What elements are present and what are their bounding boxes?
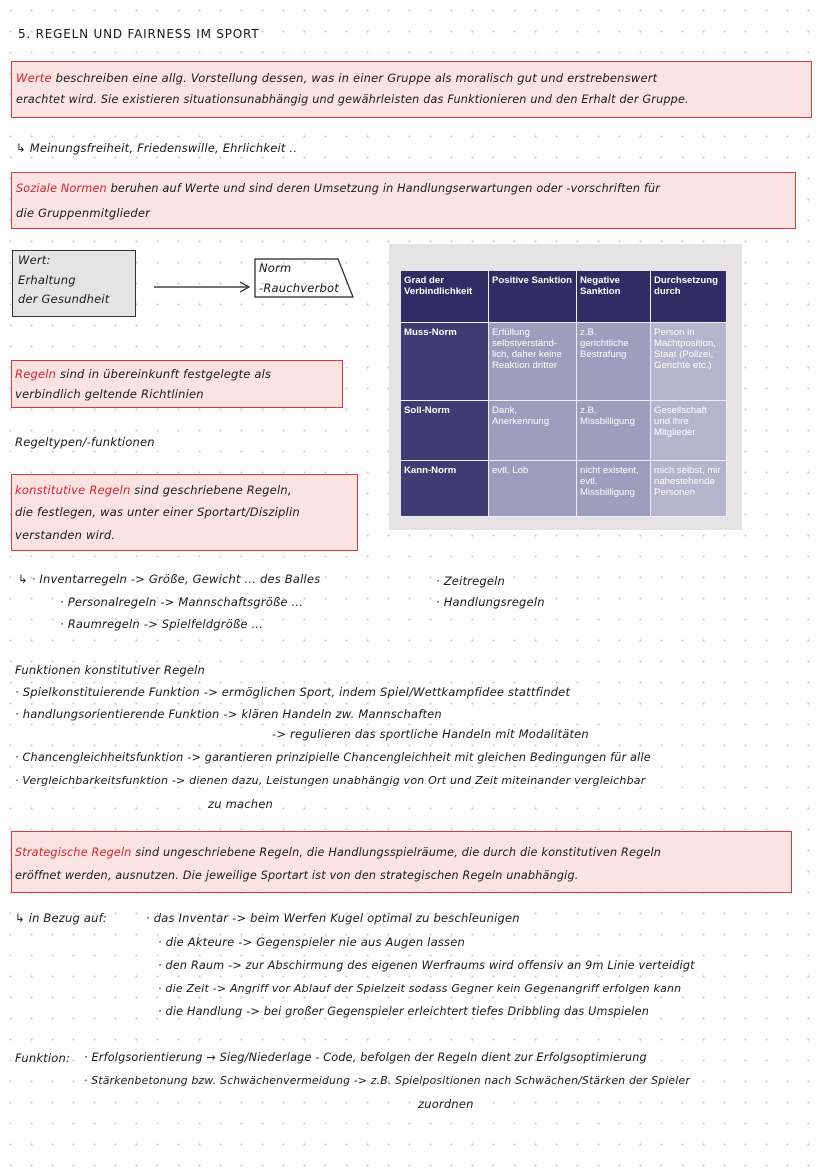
table-row-kann: Kann-Norm bbox=[401, 461, 489, 517]
funktionen-heading: Funktionen konstitutiver Regeln bbox=[15, 663, 206, 677]
norm-example: -Rauchverbot bbox=[259, 281, 339, 295]
konstitutive-term: konstitutive Regeln bbox=[15, 483, 131, 497]
table-cell: Erfüllung selbstverständ-lich, daher keine Reaktion dritter bbox=[489, 323, 577, 401]
page-title: 5. REGELN UND FAIRNESS IM SPORT bbox=[18, 27, 260, 41]
wert-value-line1: Erhaltung bbox=[18, 273, 76, 287]
funktion-line: · Erfolgsorientierung → Sieg/Niederlage - Code, befolgen der Regeln dient zur Erfolgsoptimierung bbox=[84, 1051, 647, 1064]
bezug-item: · die Handlung -> bei großer Gegenspieler erleichtert tiefes Dribbling das Umspielen bbox=[158, 1005, 650, 1018]
table-cell: nicht existent, evtl. Missbilligung bbox=[577, 461, 651, 517]
bezug-prefix: ↳ in Bezug auf: bbox=[15, 911, 107, 925]
werte-line-1 bbox=[16, 70, 657, 86]
regeln-term: Regeln bbox=[15, 367, 57, 381]
regeln-line-1-text: sind in übereinkunft festgelegte als bbox=[56, 367, 272, 381]
table-cell: evtl. Lob bbox=[489, 461, 577, 517]
funktionen-line: · Spielkonstituierende Funktion -> ermöglichen Sport, indem Spiel/Wettkampfidee stattfindet bbox=[15, 685, 571, 699]
werte-term: Werte bbox=[16, 71, 52, 85]
table-row-soll: Soll-Norm bbox=[401, 401, 489, 461]
norm-table bbox=[401, 271, 727, 517]
strategische-term: Strategische Regeln bbox=[15, 846, 132, 859]
werte-line-2: erachtet wird. Sie existieren situationsunabhängig und gewährleisten das Funktionieren und den Erhalt der Gruppe. bbox=[16, 93, 689, 106]
funktionen-line: -> regulieren das sportliche Handeln mit Modalitäten bbox=[272, 727, 589, 741]
funktion-line: zuordnen bbox=[418, 1097, 474, 1111]
regeln-line-2: verbindlich geltende Richtlinien bbox=[15, 387, 204, 401]
table-header-durch: Durchsetzung durch bbox=[651, 271, 727, 323]
table-cell: Person in Machtposition, Staat (Polizei, Gerichte etc.) bbox=[651, 323, 727, 401]
list-item: · Handlungsregeln bbox=[436, 595, 545, 609]
strategische-line-1-text: sind ungeschriebene Regeln, die Handlungsspielräume, die durch die konstitutiven Regeln bbox=[131, 846, 662, 859]
table-cell: z.B. gerichtliche Bestrafung bbox=[577, 323, 651, 401]
table-header-negativ: Negative Sanktion bbox=[577, 271, 651, 323]
strategische-line-1 bbox=[15, 845, 661, 861]
norm-label: Norm bbox=[259, 261, 292, 275]
list-item: ↳ · Inventarregeln -> Größe, Gewicht ... des Balles bbox=[18, 572, 321, 586]
bezug-item: · die Akteure -> Gegenspieler nie aus Augen lassen bbox=[158, 935, 465, 949]
regeln-line-1 bbox=[15, 366, 271, 382]
wert-label: Wert: bbox=[18, 253, 51, 267]
funktionen-line: zu machen bbox=[208, 797, 274, 811]
normen-line-2: die Gruppenmitglieder bbox=[16, 206, 151, 220]
normen-line-1 bbox=[16, 181, 660, 197]
funktionen-line: · handlungsorientierende Funktion -> klären Handeln zw. Mannschaften bbox=[15, 707, 442, 721]
konstitutive-line-1 bbox=[15, 482, 292, 498]
bezug-item: · das Inventar -> beim Werfen Kugel optimal zu beschleunigen bbox=[146, 911, 520, 925]
werte-line-1-text: beschreiben eine allg. Vorstellung dessen, was in einer Gruppe als moralisch gut und erstrebenswert bbox=[51, 71, 658, 85]
bezug-item: · den Raum -> zur Abschirmung des eigenen Werfraums wird offensiv an 9m Linie verteidigt bbox=[158, 959, 695, 972]
funktionen-line: · Vergleichbarkeitsfunktion -> dienen dazu, Leistungen unabhängig von Ort und Zeit miteinander vergleichbar bbox=[15, 774, 646, 787]
konstitutive-line-1-text: sind geschriebene Regeln, bbox=[130, 483, 292, 497]
regeltypen-heading: Regeltypen/-funktionen bbox=[15, 435, 155, 449]
normen-line-1-text: beruhen auf Werte und sind deren Umsetzung in Handlungserwartungen oder -vorschriften für bbox=[106, 182, 661, 195]
funktion-line: · Stärkenbetonung bzw. Schwächenvermeidung -> z.B. Spielpositionen nach Schwächen/Stärken der Spieler bbox=[84, 1074, 690, 1087]
arrow-icon bbox=[154, 281, 252, 293]
list-item: · Raumregeln -> Spielfeldgröße ... bbox=[60, 617, 264, 631]
funktionen-line: · Chancengleichheitsfunktion -> garantieren prinzipielle Chancengleichheit mit gleichen Bedingungen für alle bbox=[15, 751, 651, 764]
bezug-item: · die Zeit -> Angriff vor Ablauf der Spielzeit sodass Gegner kein Gegenangriff erfolgen kann bbox=[158, 982, 682, 995]
list-item: · Personalregeln -> Mannschaftsgröße ... bbox=[60, 595, 304, 609]
werte-examples: ↳ Meinungsfreiheit, Friedenswille, Ehrlichkeit .. bbox=[16, 141, 298, 155]
konstitutive-line-3: verstanden wird. bbox=[15, 528, 116, 542]
wert-value-line2: der Gesundheit bbox=[18, 292, 110, 306]
list-item: · Zeitregeln bbox=[436, 574, 506, 588]
funktion-prefix: Funktion: bbox=[15, 1051, 71, 1065]
konstitutive-line-2: die festlegen, was unter einer Sportart/Disziplin bbox=[15, 505, 300, 519]
table-cell: Gesellschaft und ihre Mitglieder bbox=[651, 401, 727, 461]
table-header-positiv: Positive Sanktion bbox=[489, 271, 577, 323]
table-cell: mich selbst, mir nahestehende Personen bbox=[651, 461, 727, 517]
table-cell: z.B. Missbilligung bbox=[577, 401, 651, 461]
normen-term: Soziale Normen bbox=[16, 182, 107, 195]
table-row-muss: Muss-Norm bbox=[401, 323, 489, 401]
table-header-grad: Grad der Verbindlichkeit bbox=[401, 271, 489, 323]
norm-table-photo bbox=[389, 244, 742, 530]
strategische-line-2: eröffnet werden, ausnutzen. Die jeweilige Sportart ist von den strategischen Regeln unabhängig. bbox=[15, 869, 579, 882]
table-cell: Dank, Anerkennung bbox=[489, 401, 577, 461]
